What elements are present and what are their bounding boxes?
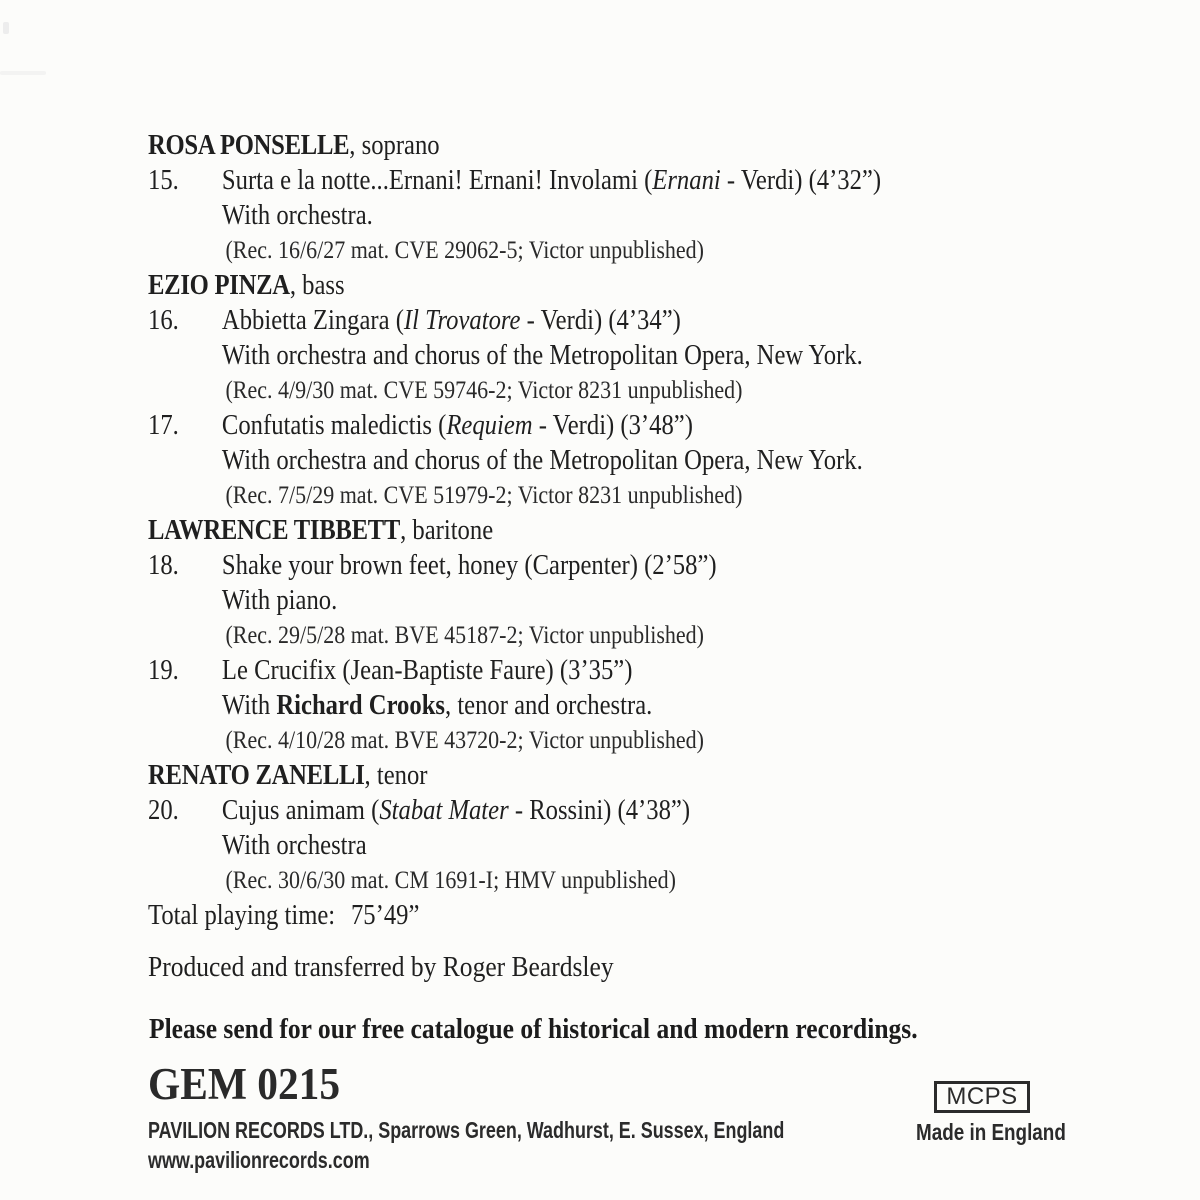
ensemble-line xyxy=(148,338,1037,373)
label-website: www.pavilionrecords.com xyxy=(148,1147,370,1173)
artist-header xyxy=(148,758,1037,793)
ensemble-text: With orchestra xyxy=(221,830,367,861)
track-title: Confutatis maledictis ( xyxy=(221,410,447,441)
recording-details: (Rec. 4/9/30 mat. CVE 59746-2; Victor 8231 unpublished) xyxy=(225,377,743,404)
artist-name: EZIO PINZA xyxy=(148,270,290,301)
track-number: 20. xyxy=(148,795,179,826)
track-title-line xyxy=(148,163,1037,198)
recording-details: (Rec. 29/5/28 mat. BVE 45187-2; Victor unpublished) xyxy=(225,622,704,649)
track-duration: (4’32”) xyxy=(808,165,882,196)
recording-details: (Rec. 7/5/29 mat. CVE 51979-2; Victor 8231 unpublished) xyxy=(225,482,743,509)
ensemble-text: With orchestra. xyxy=(221,200,373,231)
ensemble-line xyxy=(148,583,1037,618)
ensemble-text-cont: , tenor and orchestra. xyxy=(445,690,653,721)
ensemble-text: With xyxy=(221,690,277,721)
artist-name: LAWRENCE TIBBETT xyxy=(148,515,401,546)
track-title-line xyxy=(148,408,1037,443)
label-address: PAVILION RECORDS LTD., Sparrows Green, Wadhurst, E. Sussex, England xyxy=(148,1117,785,1143)
artist-name: RENATO ZANELLI xyxy=(148,760,365,791)
track-number: 16. xyxy=(148,305,179,336)
ensemble-text: With orchestra and chorus of the Metropolitan Opera, New York. xyxy=(221,445,863,476)
track-title-composer: - Rossini) xyxy=(508,795,618,826)
artist-header xyxy=(148,128,1037,163)
artist-name: ROSA PONSELLE xyxy=(148,130,350,161)
artist-voice-type: , soprano xyxy=(349,130,440,161)
track-title: Shake your brown feet, honey (Carpenter) xyxy=(221,550,645,581)
ensemble-line xyxy=(148,688,1037,723)
track-duration: (3’35”) xyxy=(559,655,633,686)
track-number: 17. xyxy=(148,410,179,441)
total-playing-time-label: Total playing time: xyxy=(148,900,336,931)
total-playing-time xyxy=(148,898,1037,933)
track-title: Cujus animam ( xyxy=(221,795,380,826)
ensemble-line xyxy=(148,198,1037,233)
recording-details: (Rec. 4/10/28 mat. BVE 43720-2; Victor unpublished) xyxy=(225,727,704,754)
track-title-composer: - Verdi) xyxy=(720,165,809,196)
artist-voice-type: , baritone xyxy=(400,515,494,546)
ensemble-line xyxy=(148,828,1037,863)
producer-credit: Produced and transferred by Roger Beardsley xyxy=(148,951,614,983)
track-duration: (3’48”) xyxy=(620,410,693,441)
recording-details: (Rec. 30/6/30 mat. CM 1691-I; HMV unpublished) xyxy=(225,867,676,894)
track-number: 18. xyxy=(148,550,179,581)
mcps-label: MCPS xyxy=(946,1083,1018,1110)
work-title-italic: Il Trovatore xyxy=(403,305,521,336)
scan-artifact xyxy=(0,71,46,75)
made-in-england-label: Made in England xyxy=(916,1119,1066,1145)
work-title-italic: Requiem xyxy=(446,410,533,441)
track-number: 19. xyxy=(148,655,179,686)
track-title-composer: - Verdi) xyxy=(520,305,609,336)
work-title-italic: Stabat Mater xyxy=(379,795,509,826)
track-title: Abbietta Zingara ( xyxy=(221,305,404,336)
artist-voice-type: , bass xyxy=(289,270,345,301)
work-title-italic: Ernani xyxy=(652,165,721,196)
catalogue-notice: Please send for our free catalogue of historical and modern recordings. xyxy=(149,1013,918,1045)
track-title-composer: - Verdi) xyxy=(532,410,621,441)
track-number: 15. xyxy=(148,165,179,196)
ensemble-text: With orchestra and chorus of the Metropolitan Opera, New York. xyxy=(221,340,863,371)
mcps-badge xyxy=(934,1081,1030,1113)
track-duration: (4’34”) xyxy=(608,305,681,336)
catalog-number: GEM 0215 xyxy=(148,1059,341,1109)
track-title: Le Crucifix (Jean-Baptiste Faure) xyxy=(221,655,560,686)
track-duration: (4’38”) xyxy=(617,795,691,826)
track-title-line xyxy=(148,793,1037,828)
scan-artifact xyxy=(3,22,9,34)
track-title-line xyxy=(148,653,1037,688)
guest-artist-name: Richard Crooks xyxy=(276,690,445,721)
ensemble-line xyxy=(148,443,1037,478)
track-title-line xyxy=(148,548,1037,583)
ensemble-text: With piano. xyxy=(221,585,338,616)
track-title: Surta e la notte...Ernani! Ernani! Involami ( xyxy=(221,165,653,196)
artist-header xyxy=(148,268,1037,303)
total-playing-time-value: 75’49” xyxy=(350,900,420,931)
track-listing xyxy=(148,128,1158,933)
track-duration: (2’58”) xyxy=(644,550,717,581)
artist-voice-type: , tenor xyxy=(364,760,428,791)
artist-header xyxy=(148,513,1037,548)
recording-details: (Rec. 16/6/27 mat. CVE 29062-5; Victor unpublished) xyxy=(225,237,704,264)
track-title-line xyxy=(148,303,1037,338)
